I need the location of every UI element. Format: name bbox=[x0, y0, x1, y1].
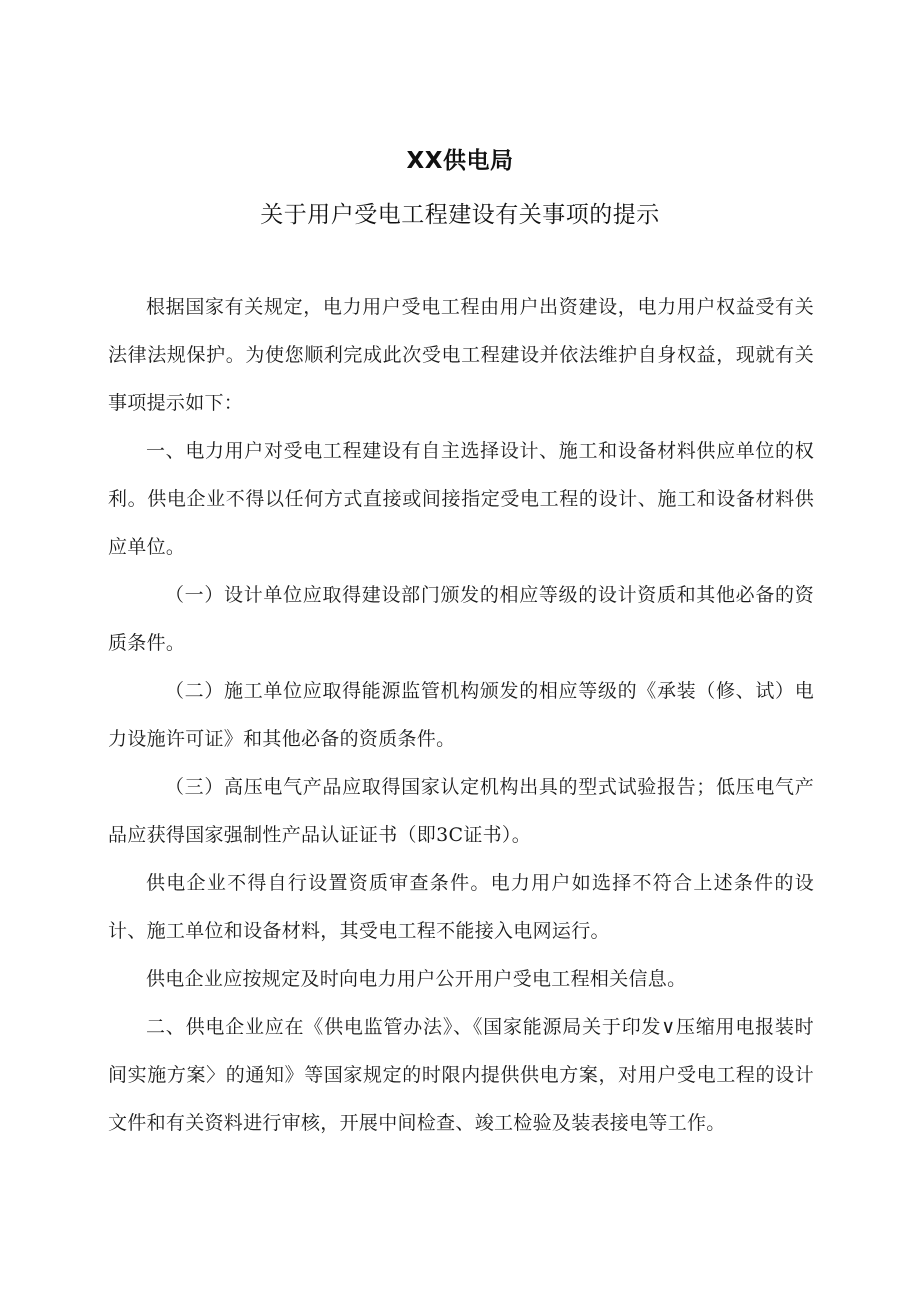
paragraph-item-1-2: （二）施工单位应取得能源监管机构颁发的相应等级的《承装（修、试）电力设施许可证》和其他必备的资质条件。 bbox=[108, 680, 814, 750]
document-main-title: 关于用户受电工程建设有关事项的提示 bbox=[260, 202, 660, 228]
paragraph-section-2: 二、供电企业应在《供电监管办法》、《国家能源局关于印发∨压缩用电报装时间实施方案〉的通知》等国家规定的时限内提供供电方案，对用户受电工程的设计文件和有关资料进行审核，开展中间检查、竣工检验及装表接电等工作。 bbox=[108, 1016, 814, 1134]
document-issuer-title: XX供电局 bbox=[406, 148, 514, 174]
paragraph-disclosure-note: 供电企业应按规定及时向电力用户公开用户受电工程相关信息。 bbox=[146, 968, 687, 990]
paragraph-intro: 根据国家有关规定，电力用户受电工程由用户出资建设，电力用户权益受有关法律法规保护。为使您顺利完成此次受电工程建设并依法维护自身权益，现就有关事项提示如下： bbox=[108, 296, 814, 414]
paragraph-section-1: 一、电力用户对受电工程建设有自主选择设计、施工和设备材料供应单位的权利。供电企业不得以任何方式直接或间接指定受电工程的设计、施工和设备材料供应单位。 bbox=[108, 440, 814, 558]
paragraph-item-1-1: （一）设计单位应取得建设部门颁发的相应等级的设计资质和其他必备的资质条件。 bbox=[108, 584, 814, 654]
paragraph-qualification-note: 供电企业不得自行设置资质审查条件。电力用户如选择不符合上述条件的设计、施工单位和设备材料，其受电工程不能接入电网运行。 bbox=[108, 872, 814, 942]
document-body bbox=[108, 283, 814, 1147]
paragraph-item-1-3: （三）高压电气产品应取得国家认定机构出具的型式试验报告；低压电气产品应获得国家强制性产品认证证书（即3C证书）。 bbox=[108, 776, 814, 846]
